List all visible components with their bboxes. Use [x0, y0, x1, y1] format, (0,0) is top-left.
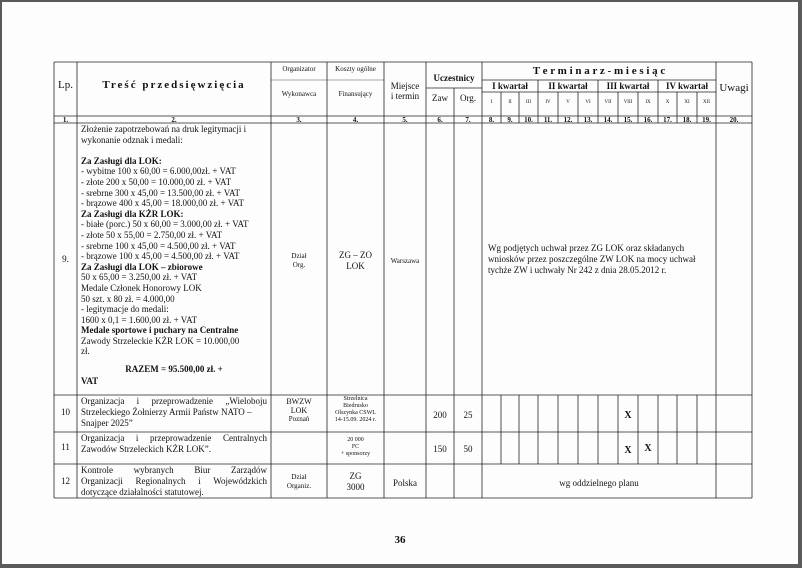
row9-line: Zawody Strzeleckie KŻR LOK = 10.000,00 [81, 335, 240, 346]
row9-fin-1: ZG – ZO [339, 250, 372, 260]
row9-line: Za Zasługi dla LOK – zbiorowe [81, 261, 203, 272]
header-month-6: VI [585, 100, 591, 105]
row9-uwagi-2: wniosków przez poszczególne ZW LOK na mocy uchwał [488, 254, 696, 264]
header-kwartal-4: IV kwartał [665, 81, 709, 91]
header-month-11: XI [684, 100, 690, 105]
row9-vat: VAT [81, 376, 99, 386]
row9-uwagi-1: Wg podjętych uchwał przez ZG LOK oraz składanych [488, 243, 685, 253]
row9-line: - białe (porc.) 50 x 60,00 = 3.000,00 zł. + VAT [81, 219, 249, 230]
row12-text-2: Organizacji Regionalnych i Wojewódzkich [81, 476, 267, 486]
row12-fin-1: ZG [349, 471, 362, 481]
header-month-8: VIII [623, 100, 633, 105]
header-kwartal-2: II kwartał [548, 81, 588, 91]
colnum-6: 6. [437, 116, 443, 124]
colnum-7: 7. [465, 116, 471, 124]
row9-line: 50 szt. x 80 zł. = 4.000,00 [81, 293, 175, 304]
row9-line: Medale Członek Honorowy LOK [81, 282, 202, 293]
row10-lp: 10 [61, 407, 70, 417]
header-month-2: II [508, 100, 512, 105]
colnum-5: 5. [402, 116, 408, 124]
document-page [2, 2, 798, 564]
row9-line: 50 x 65,00 = 3.250,00 zł. + VAT [81, 272, 198, 283]
header-month-7: VII [604, 100, 612, 105]
row10-fin-4: 14-15.09. 2024 r. [334, 417, 377, 423]
row9-org-2: Org. [292, 261, 306, 269]
row9-lp: 9. [62, 254, 69, 264]
row9-line: zł. [81, 346, 90, 357]
row10-text-2: Strzeleckiego Żołnierzy Armii Państw NATO – [81, 407, 252, 417]
colnum-8: 8. [488, 116, 495, 124]
row10-fin-1: Strzelnica [343, 396, 368, 402]
header-month-5: V [566, 100, 570, 105]
header-month-3: III [526, 100, 531, 105]
colnum-19: 19. [702, 116, 711, 124]
header-month-9: IX [645, 100, 651, 105]
colnum-17: 17. [663, 116, 672, 124]
header-terminarz: T e r m i n a r z - m i e s i ą c [532, 65, 666, 77]
row12-lp: 12 [61, 476, 70, 486]
row12-text-1: Kontrole wybranych Biur Zarządów [81, 465, 267, 475]
row12-org-2: Organiz. [286, 482, 312, 490]
header-zaw: Zaw [432, 93, 448, 103]
colnum-12: 12. [563, 116, 573, 124]
header-koszty: Koszty ogólne [335, 65, 376, 73]
row9-line: - złote 50 x 55,00 = 2.750,00 zł. + VAT [81, 229, 223, 240]
row11-org-count: 50 [463, 444, 473, 454]
row9-fin-2: LOK [346, 261, 365, 271]
colnum-9: 9. [507, 116, 513, 124]
row9-org-1: Dział [291, 252, 307, 260]
row10-org-1: BWZW [286, 397, 312, 406]
row12-plan: wg oddzielnego planu [559, 478, 639, 488]
row9-line: - wybitne 100 x 60,00 = 6.000,00zł. + VAT [81, 166, 236, 177]
row12-miejsce: Polska [392, 478, 417, 488]
row10-zaw: 200 [433, 410, 447, 420]
header-kwartal-1: I kwartał [492, 81, 528, 91]
colnum-1: 1. [62, 116, 69, 124]
header-miejsce: Miejsce [390, 81, 420, 91]
row9-content [81, 124, 269, 357]
header-finansujacy: Finansujący [338, 90, 373, 98]
row11-zaw: 150 [433, 444, 447, 454]
colnum-3: 3. [296, 116, 302, 124]
row9-line: - brązowe 400 x 45,00 = 18.000,00 zł. + VAT [81, 198, 245, 209]
header-org: Org. [459, 93, 477, 103]
colnum-16: 16. [643, 116, 653, 124]
header-month-12: XII [703, 100, 710, 105]
row10-fin-2: Biedrusko [343, 403, 368, 409]
header-kwartal-3: III kwartał [606, 81, 650, 91]
row9-razem: RAZEM = 95.500,00 zł. + [125, 364, 223, 374]
header-uwagi: Uwagi [719, 82, 749, 94]
row9-line [81, 145, 269, 156]
header-month-4: IV [545, 100, 551, 105]
row12-fin-2: 3000 [346, 482, 365, 492]
row9-line: wykonanie odznak i medali: [81, 134, 183, 145]
row10-org-3: Poznań [288, 415, 310, 423]
row9-line: Za Zasługi dla LOK: [81, 155, 162, 166]
header-termin: i termin [390, 91, 420, 101]
row9-line: Złożenie zapotrzebowań na druk legitymacji i [81, 124, 247, 134]
row9-line: 1600 x 0,1 = 1.600,00 zł. + VAT [81, 314, 198, 325]
row9-line: - brązowe 100 x 45,00 = 4.500,00 zł. + VAT [81, 251, 240, 262]
header-wykonawca: Wykonawca [281, 90, 317, 98]
header-organizator: Organizator [282, 65, 316, 73]
row10-mark-viii: X [624, 410, 632, 421]
header-month-1: I [490, 100, 493, 105]
row9-line: - srebrne 100 x 45,00 = 4.500,00 zł. + VAT [81, 240, 236, 251]
header-uczestnicy: Uczestnicy [433, 73, 475, 83]
colnum-13: 13. [583, 116, 593, 124]
row9-line: Za Zasługi dla KŻR LOK: [81, 208, 184, 219]
row10-text-1: Organizacja i przeprowadzenie „Wieloboju [81, 396, 267, 406]
row9-miejsce: Warszawa [390, 257, 420, 265]
row12-org-1: Dział [291, 473, 307, 481]
row11-fin-1: 20 000 [347, 437, 364, 443]
row9-line: - srebrne 300 x 45,00 = 13.500,00 zł. + VAT [81, 187, 241, 198]
colnum-11: 11. [543, 116, 553, 124]
row11-text-2: Zawodów Strzeleckich KŻR LOK”. [81, 444, 211, 454]
colnum-14: 14. [603, 116, 613, 124]
header-lp: Lp. [58, 79, 73, 91]
colnum-4: 4. [352, 116, 359, 124]
header-month-10: X [665, 100, 670, 105]
row10-org-count: 25 [463, 410, 473, 420]
colnum-20: 20. [729, 116, 739, 124]
colnum-2: 2. [171, 116, 177, 124]
row10-text-3: Snajper 2025” [81, 418, 133, 428]
row9-line: - legitymacje do medali: [81, 304, 169, 315]
row11-text-1: Organizacja i przeprowadzenie Centralnych [81, 433, 267, 443]
row9-line: - złote 200 x 50,00 = 10.000,00 zł. + VAT [81, 176, 232, 187]
page-number: 36 [394, 534, 406, 546]
row11-mark-ix: X [644, 443, 652, 454]
colnum-15: 15. [623, 116, 633, 124]
row9-line: Medale sportowe i puchary na Centralne [81, 325, 239, 336]
row10-fin-3: Olszynka CSWL [335, 410, 376, 416]
row12-text-3: dotyczące działalności statutowej. [81, 487, 204, 497]
header-tresc: Treść przedsięwzięcia [102, 79, 246, 91]
row11-lp: 11 [61, 442, 70, 452]
row11-fin-2: FC [351, 444, 360, 450]
row11-mark-viii: X [624, 445, 632, 456]
row11-fin-3: + sponsorzy [340, 451, 371, 457]
row9-uwagi-3: tychże ZW i uchwały Nr 242 z dnia 28.05.2012 r. [488, 265, 667, 275]
colnum-18: 18. [682, 116, 692, 124]
colnum-10: 10. [524, 116, 533, 124]
row10-org-2: LOK [290, 406, 308, 415]
